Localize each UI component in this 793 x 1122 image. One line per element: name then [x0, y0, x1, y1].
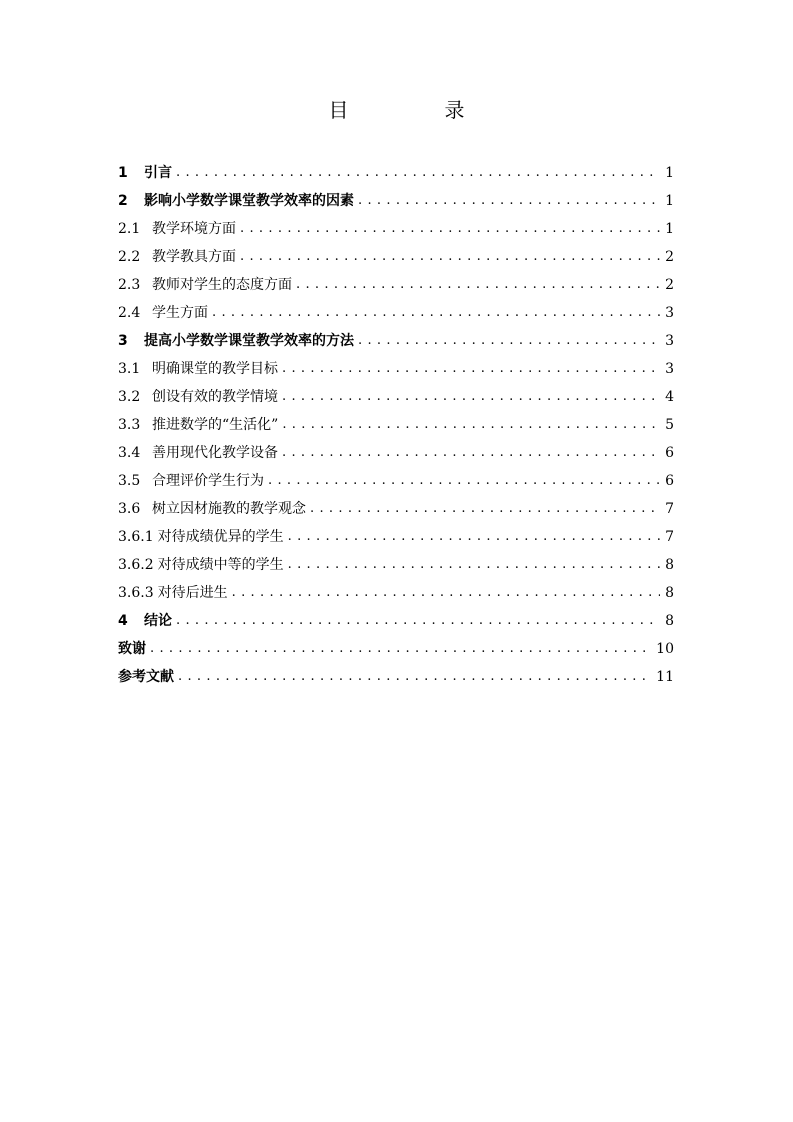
toc-entry-label: 提高小学数学课堂教学效率的方法	[144, 333, 354, 349]
toc-entry-number: 2.4	[118, 305, 141, 321]
toc-entry-label: 合理评价学生行为	[152, 473, 264, 489]
toc-dot-leader	[150, 640, 652, 658]
toc-entry[interactable]	[118, 490, 674, 518]
toc-dot-leader	[240, 220, 660, 238]
toc-entry-number: 4	[118, 613, 128, 629]
toc-entry-number: 3.1	[118, 361, 141, 377]
toc-entry-heading	[118, 556, 284, 574]
toc-dot-leader	[268, 472, 660, 490]
toc-entry-number: 3.5	[118, 473, 141, 489]
toc-entry-number: 3.6	[118, 501, 141, 517]
toc-entry-page-number: 8	[665, 557, 674, 573]
toc-entry-heading	[118, 360, 278, 378]
toc-dot-leader	[310, 500, 660, 518]
toc-entry-page-number: 6	[665, 473, 674, 489]
toc-dot-leader	[178, 668, 652, 686]
toc-entry-label: 引言	[144, 165, 172, 181]
toc-entry-number: 3.6.1	[118, 529, 154, 545]
toc-entry[interactable]	[118, 434, 674, 462]
toc-entry-heading	[118, 416, 278, 434]
toc-entry-number: 2.2	[118, 249, 141, 265]
toc-entry[interactable]	[118, 602, 674, 630]
toc-entry[interactable]	[118, 658, 674, 686]
toc-entry-page-number: 1	[665, 193, 674, 209]
toc-entry-page-number: 11	[656, 669, 674, 685]
toc-entry-page-number: 7	[665, 529, 674, 545]
toc-entry-heading	[118, 472, 264, 490]
toc-entry-number: 2	[118, 193, 128, 209]
toc-entry-label: 结论	[144, 613, 172, 629]
toc-entry-heading	[118, 164, 172, 182]
toc-entry-page-number: 8	[665, 585, 674, 601]
toc-entry-label: 参考文献	[118, 669, 174, 685]
toc-entry-label: 明确课堂的教学目标	[152, 361, 278, 377]
toc-entry-number: 2.1	[118, 221, 141, 237]
toc-entry-heading	[118, 584, 228, 602]
toc-entry-heading	[118, 668, 174, 686]
toc-dot-leader	[176, 612, 660, 630]
toc-entry-page-number: 3	[665, 305, 674, 321]
toc-entry-heading	[118, 444, 278, 462]
toc-entry-page-number: 5	[665, 417, 674, 433]
toc-entry-page-number: 3	[665, 333, 674, 349]
toc-entry-page-number: 1	[665, 165, 674, 181]
toc-entry[interactable]	[118, 378, 674, 406]
toc-entry[interactable]	[118, 574, 674, 602]
toc-entry[interactable]	[118, 182, 674, 210]
toc-entry[interactable]	[118, 546, 674, 574]
toc-dot-leader	[282, 360, 660, 378]
toc-entry-number: 3.4	[118, 445, 141, 461]
toc-entry-page-number: 1	[665, 221, 674, 237]
toc-entry[interactable]	[118, 462, 674, 490]
toc-entry[interactable]	[118, 266, 674, 294]
toc-entry-label: 教学环境方面	[152, 221, 236, 237]
toc-entry-label: 树立因材施教的教学观念	[152, 501, 306, 517]
toc-dot-leader	[288, 528, 660, 546]
toc-entry-heading	[118, 612, 172, 630]
toc-dot-leader	[232, 584, 660, 602]
toc-entry-heading	[118, 500, 306, 518]
toc-entry[interactable]	[118, 210, 674, 238]
toc-entry-number: 1	[118, 165, 128, 181]
toc-entry-heading	[118, 248, 236, 266]
toc-dot-leader	[296, 276, 660, 294]
toc-entry-label: 影响小学数学课堂教学效率的因素	[144, 193, 354, 209]
toc-dot-leader	[358, 332, 660, 350]
toc-entry-page-number: 10	[656, 641, 674, 657]
toc-entry-number: 3.3	[118, 417, 141, 433]
toc-entry-heading	[118, 528, 284, 546]
toc-entry[interactable]	[118, 154, 674, 182]
toc-entry[interactable]	[118, 406, 674, 434]
toc-entry-heading	[118, 192, 354, 210]
toc-dot-leader	[240, 248, 660, 266]
toc-entry-label: 教学教具方面	[152, 249, 236, 265]
toc-entry-heading	[118, 276, 292, 294]
toc-entry-page-number: 8	[665, 613, 674, 629]
toc-dot-leader	[176, 164, 660, 182]
toc-entry-number: 2.3	[118, 277, 141, 293]
toc-entry-page-number: 2	[665, 277, 674, 293]
toc-entry-label: 致谢	[118, 641, 146, 657]
toc-entry-page-number: 2	[665, 249, 674, 265]
toc-dot-leader	[212, 304, 660, 322]
toc-dot-leader	[358, 192, 660, 210]
toc-entry-heading	[118, 640, 146, 658]
toc-entry-page-number: 6	[665, 445, 674, 461]
toc-entry-label: 对待成绩中等的学生	[157, 557, 284, 573]
toc-entry[interactable]	[118, 238, 674, 266]
toc-dot-leader	[288, 556, 660, 574]
toc-entry-heading	[118, 332, 354, 350]
toc-entry-label: 教师对学生的态度方面	[152, 277, 292, 293]
toc-entry-number: 3	[118, 333, 128, 349]
toc-entry-number: 3.2	[118, 389, 141, 405]
toc-entry-heading	[118, 304, 208, 322]
page-title: 目 录	[328, 98, 503, 122]
toc-entry-label: 对待成绩优异的学生	[157, 529, 284, 545]
toc-entry[interactable]	[118, 294, 674, 322]
table-of-contents	[118, 154, 674, 686]
toc-dot-leader	[282, 416, 660, 434]
toc-entry-number: 3.6.3	[118, 585, 154, 601]
toc-entry-label: 创设有效的教学情境	[152, 389, 278, 405]
toc-entry-page-number: 3	[665, 361, 674, 377]
toc-entry[interactable]	[118, 350, 674, 378]
toc-entry-number: 3.6.2	[118, 557, 154, 573]
toc-entry-heading	[118, 220, 236, 238]
toc-entry-heading	[118, 388, 278, 406]
toc-entry[interactable]	[118, 322, 674, 350]
toc-entry-label: 善用现代化教学设备	[152, 445, 278, 461]
toc-entry-page-number: 7	[665, 501, 674, 517]
toc-entry-page-number: 4	[665, 389, 674, 405]
toc-entry[interactable]	[118, 518, 674, 546]
toc-entry[interactable]	[118, 630, 674, 658]
toc-dot-leader	[282, 388, 660, 406]
toc-entry-label: 学生方面	[152, 305, 208, 321]
toc-entry-label: 对待后进生	[157, 585, 228, 601]
toc-entry-label: 推进数学的“生活化”	[152, 417, 279, 433]
toc-dot-leader	[282, 444, 660, 462]
